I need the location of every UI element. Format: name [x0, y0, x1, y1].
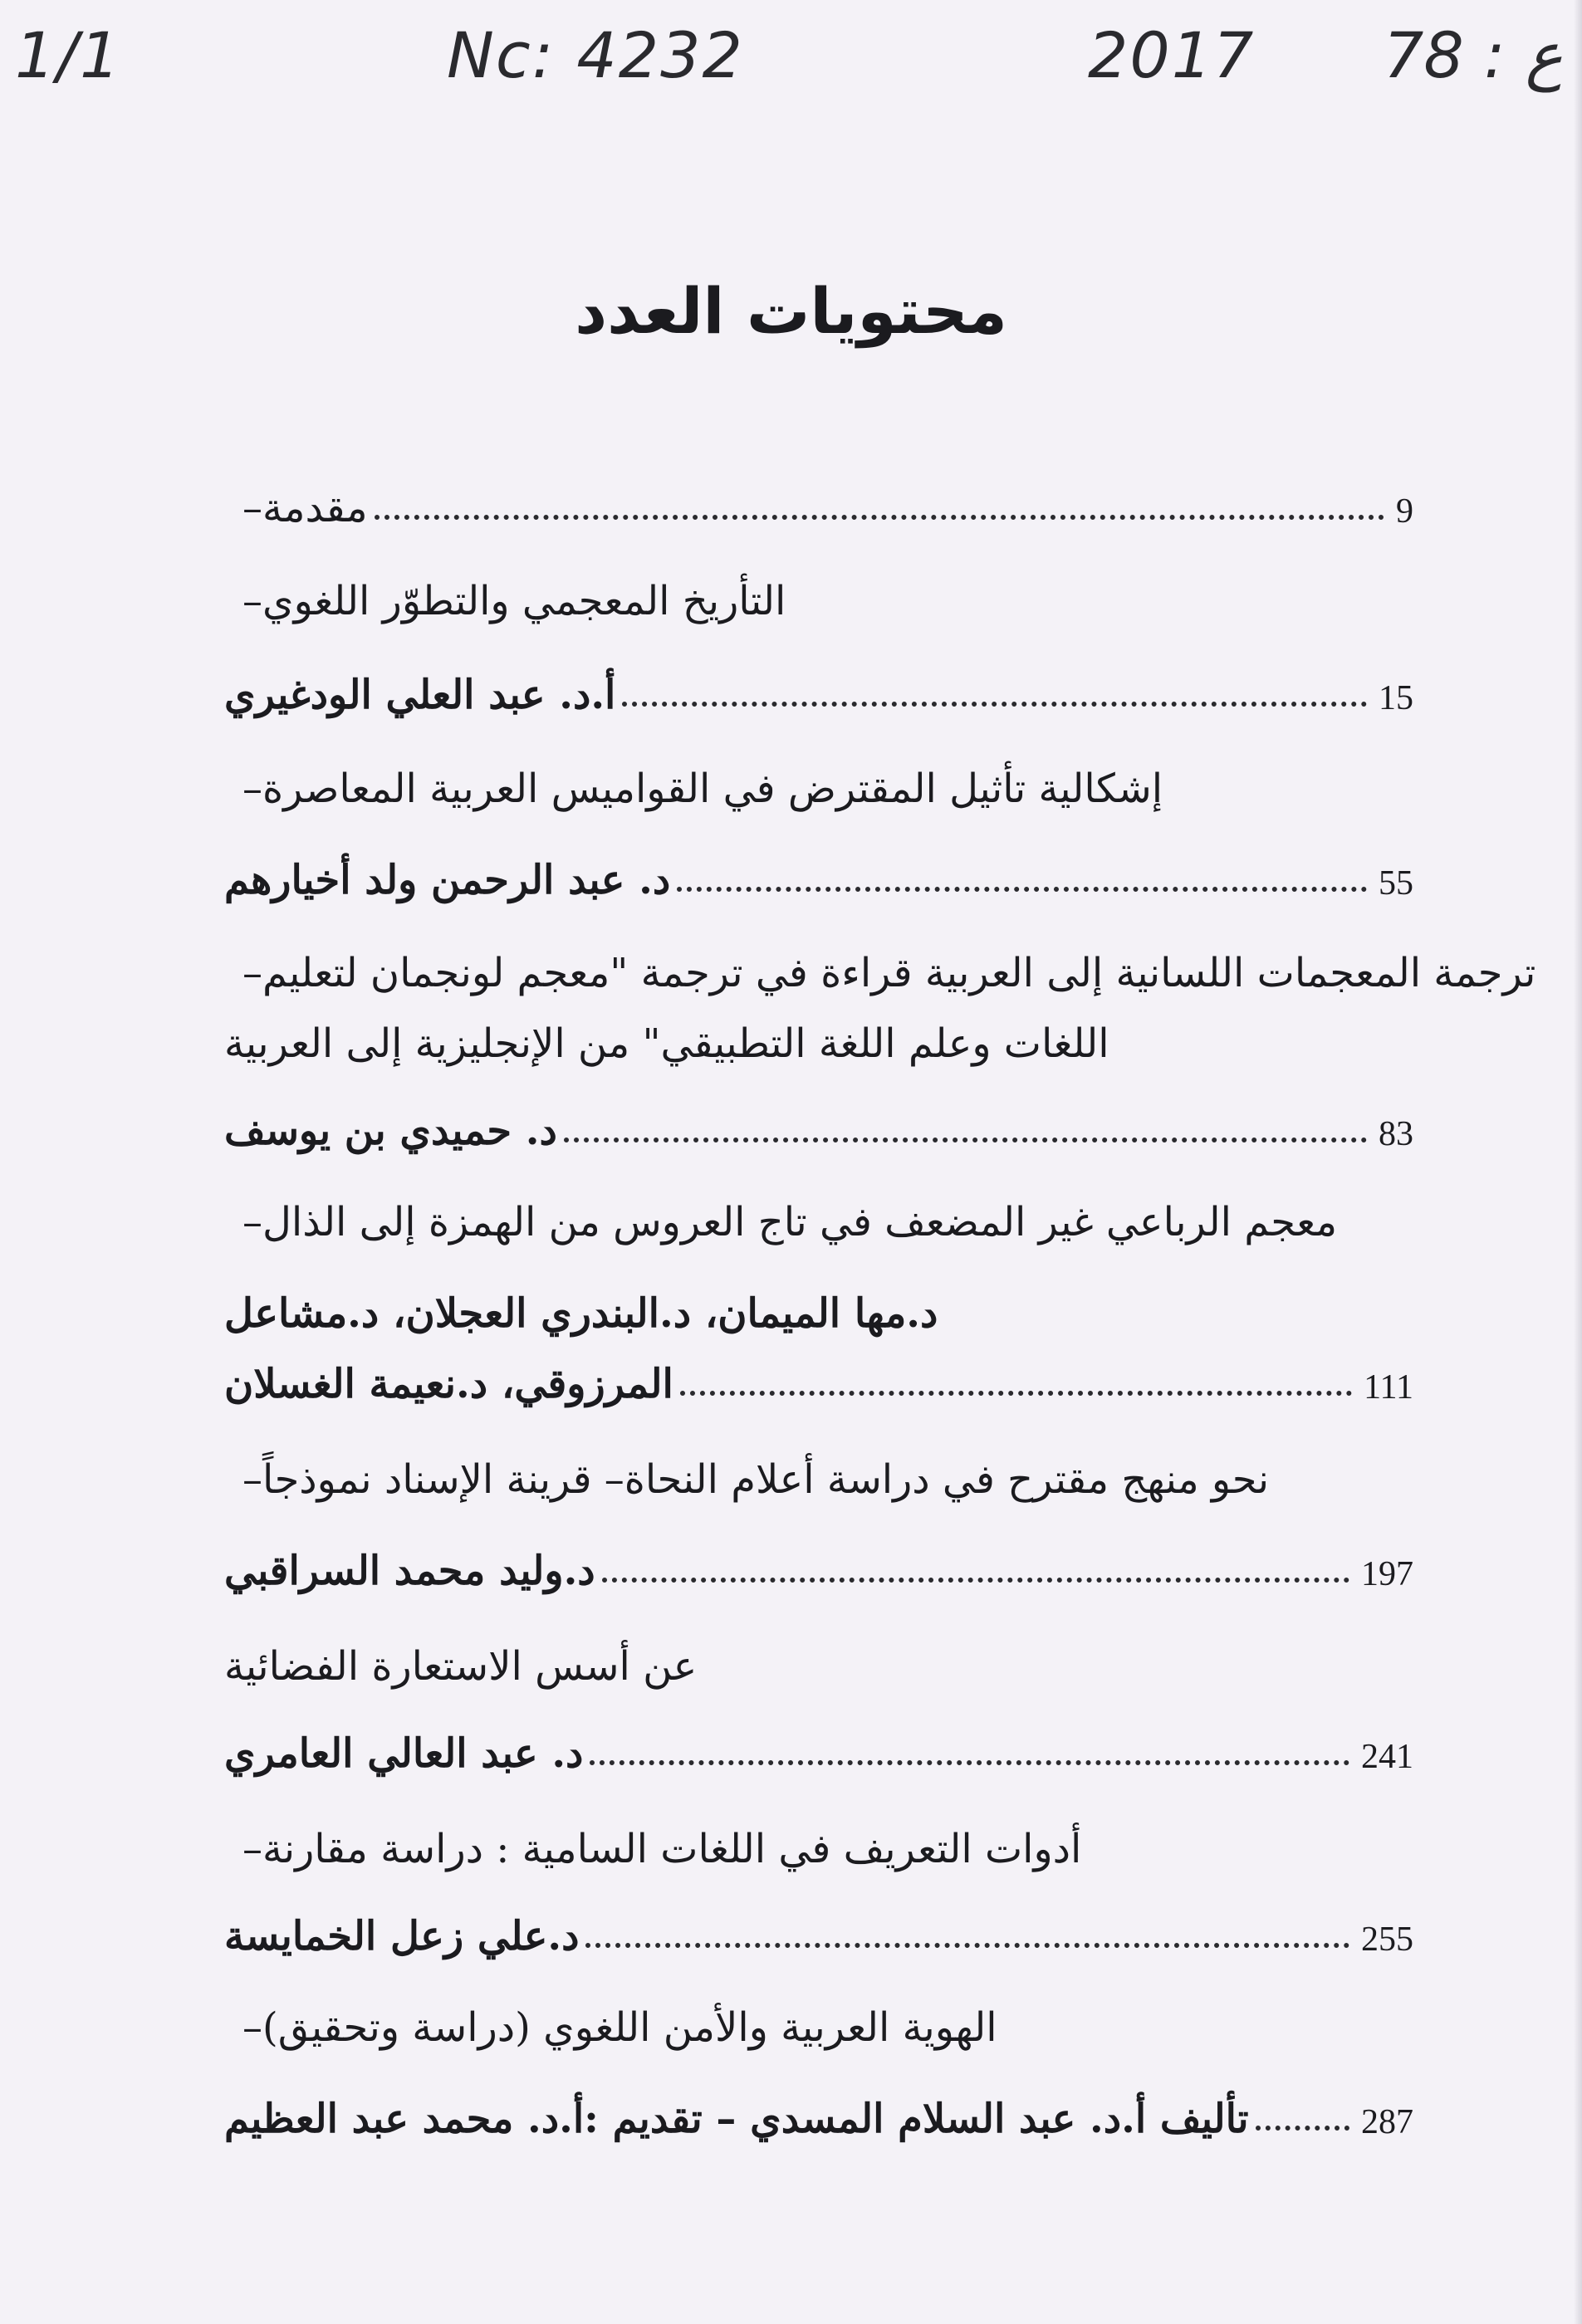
toc-author: د. عبد الرحمن ولد أخيارهم [224, 857, 671, 903]
toc-title: التأريخ المعجمي والتطوّر اللغوي [262, 578, 786, 624]
toc-author-line [224, 1341, 1413, 1407]
toc-leader-dots [677, 887, 1367, 892]
toc-author-line [224, 1528, 1413, 1594]
toc-title: ترجمة المعجمات اللسانية إلى العربية قراءة في ترجمة "معجم لونجمان لتعليم [262, 950, 1536, 996]
toc-title-line [224, 930, 1536, 996]
toc-author: أ.د. عبد العلي الودغيري [224, 672, 616, 718]
toc-author: د.علي زعل الخمايسة [224, 1913, 580, 1959]
toc-leader-dots [1256, 2126, 1349, 2131]
toc-leader-dots [602, 1578, 1349, 1583]
toc-author-line [224, 1088, 1413, 1154]
toc-dash: – [242, 485, 262, 531]
toc-dash: – [242, 1199, 262, 1245]
toc-title: معجم الرباعي غير المضعف في تاج العروس من الهمزة إلى الذال [262, 1199, 1338, 1245]
toc-title-line [224, 1984, 1413, 2051]
toc-author-line [224, 1710, 1413, 1777]
toc-dash: – [242, 950, 262, 996]
toc-title-line [224, 746, 1413, 812]
handwritten-fraction: 1/1 [15, 18, 122, 92]
toc-page-number: 287 [1361, 2103, 1413, 2141]
toc-page-number: 111 [1364, 1368, 1413, 1407]
toc-author-line [224, 1270, 1413, 1337]
toc-dash: – [242, 766, 262, 812]
toc-dash: – [242, 578, 262, 624]
toc-title-line [224, 558, 1413, 624]
handwritten-catalog-number: Nc: 4232 [447, 18, 744, 92]
toc-title-line [224, 1436, 1413, 1503]
toc-author: د. حميدي بن يوسف [224, 1108, 557, 1154]
toc-leader-dots [680, 1391, 1352, 1396]
toc-author: د.وليد محمد السراقبي [224, 1548, 595, 1594]
toc-page-number: 255 [1361, 1920, 1413, 1959]
toc-leader-dots [375, 515, 1384, 520]
toc-title: الهوية العربية والأمن اللغوي (دراسة وتحقيق) [262, 2004, 997, 2051]
toc-page-number: 197 [1361, 1555, 1413, 1593]
toc-page-number: 241 [1361, 1738, 1413, 1776]
toc-author-line [224, 652, 1413, 718]
handwritten-code: 78 : ع [1384, 18, 1563, 92]
toc-page-number: 15 [1379, 679, 1413, 717]
toc-author: المرزوقي، د.نعيمة الغسلان [224, 1361, 673, 1407]
toc-dash: – [242, 1456, 262, 1503]
toc-title: نحو منهج مقترح في دراسة أعلام النحاة– قرينة الإسناد نموذجاً [262, 1456, 1270, 1503]
toc-title: أدوات التعريف في اللغات السامية : دراسة مقارنة [262, 1826, 1082, 1872]
toc-title: إشكالية تأثيل المقترض في القواميس العربية المعاصرة [262, 766, 1163, 812]
toc-author: تأليف أ.د. عبد السلام المسدي – تقديم :أ.د. محمد عبد العظيم [224, 2096, 1249, 2142]
toc-dash: – [242, 1826, 262, 1872]
toc-title: مقدمة [262, 485, 368, 531]
toc-title: اللغات وعلم اللغة التطبيقي" من الإنجليزية إلى العربية [224, 1020, 1109, 1067]
toc-title: عن أسس الاستعارة الفضائية [224, 1643, 698, 1690]
toc-page-number: 9 [1396, 492, 1413, 531]
page-title: محتويات العدد [575, 274, 1007, 348]
toc-title-line [224, 1179, 1413, 1245]
toc-leader-dots [585, 1943, 1349, 1948]
toc-leader-dots [590, 1760, 1349, 1765]
handwritten-year: 2017 [1088, 18, 1256, 92]
toc-page-number: 83 [1379, 1115, 1413, 1153]
toc-title-line [224, 1623, 1413, 1690]
toc-author-line [224, 2076, 1413, 2142]
toc-continuation-line [224, 1001, 1413, 1067]
toc-leader-dots [622, 702, 1367, 707]
toc-dash: – [242, 2004, 262, 2051]
toc-author-line [224, 837, 1413, 903]
paper-edge-shadow [1574, 0, 1582, 2324]
toc-author: د.مها الميمان، د.البندري العجلان، د.مشاعل [224, 1290, 938, 1337]
toc-author: د. عبد العالي العامري [224, 1730, 584, 1777]
toc-author-line [224, 1893, 1413, 1959]
toc-leader-dots [564, 1138, 1367, 1142]
toc-title-line [224, 465, 1413, 531]
toc-title-line [224, 1806, 1413, 1872]
toc-page-number: 55 [1379, 864, 1413, 903]
